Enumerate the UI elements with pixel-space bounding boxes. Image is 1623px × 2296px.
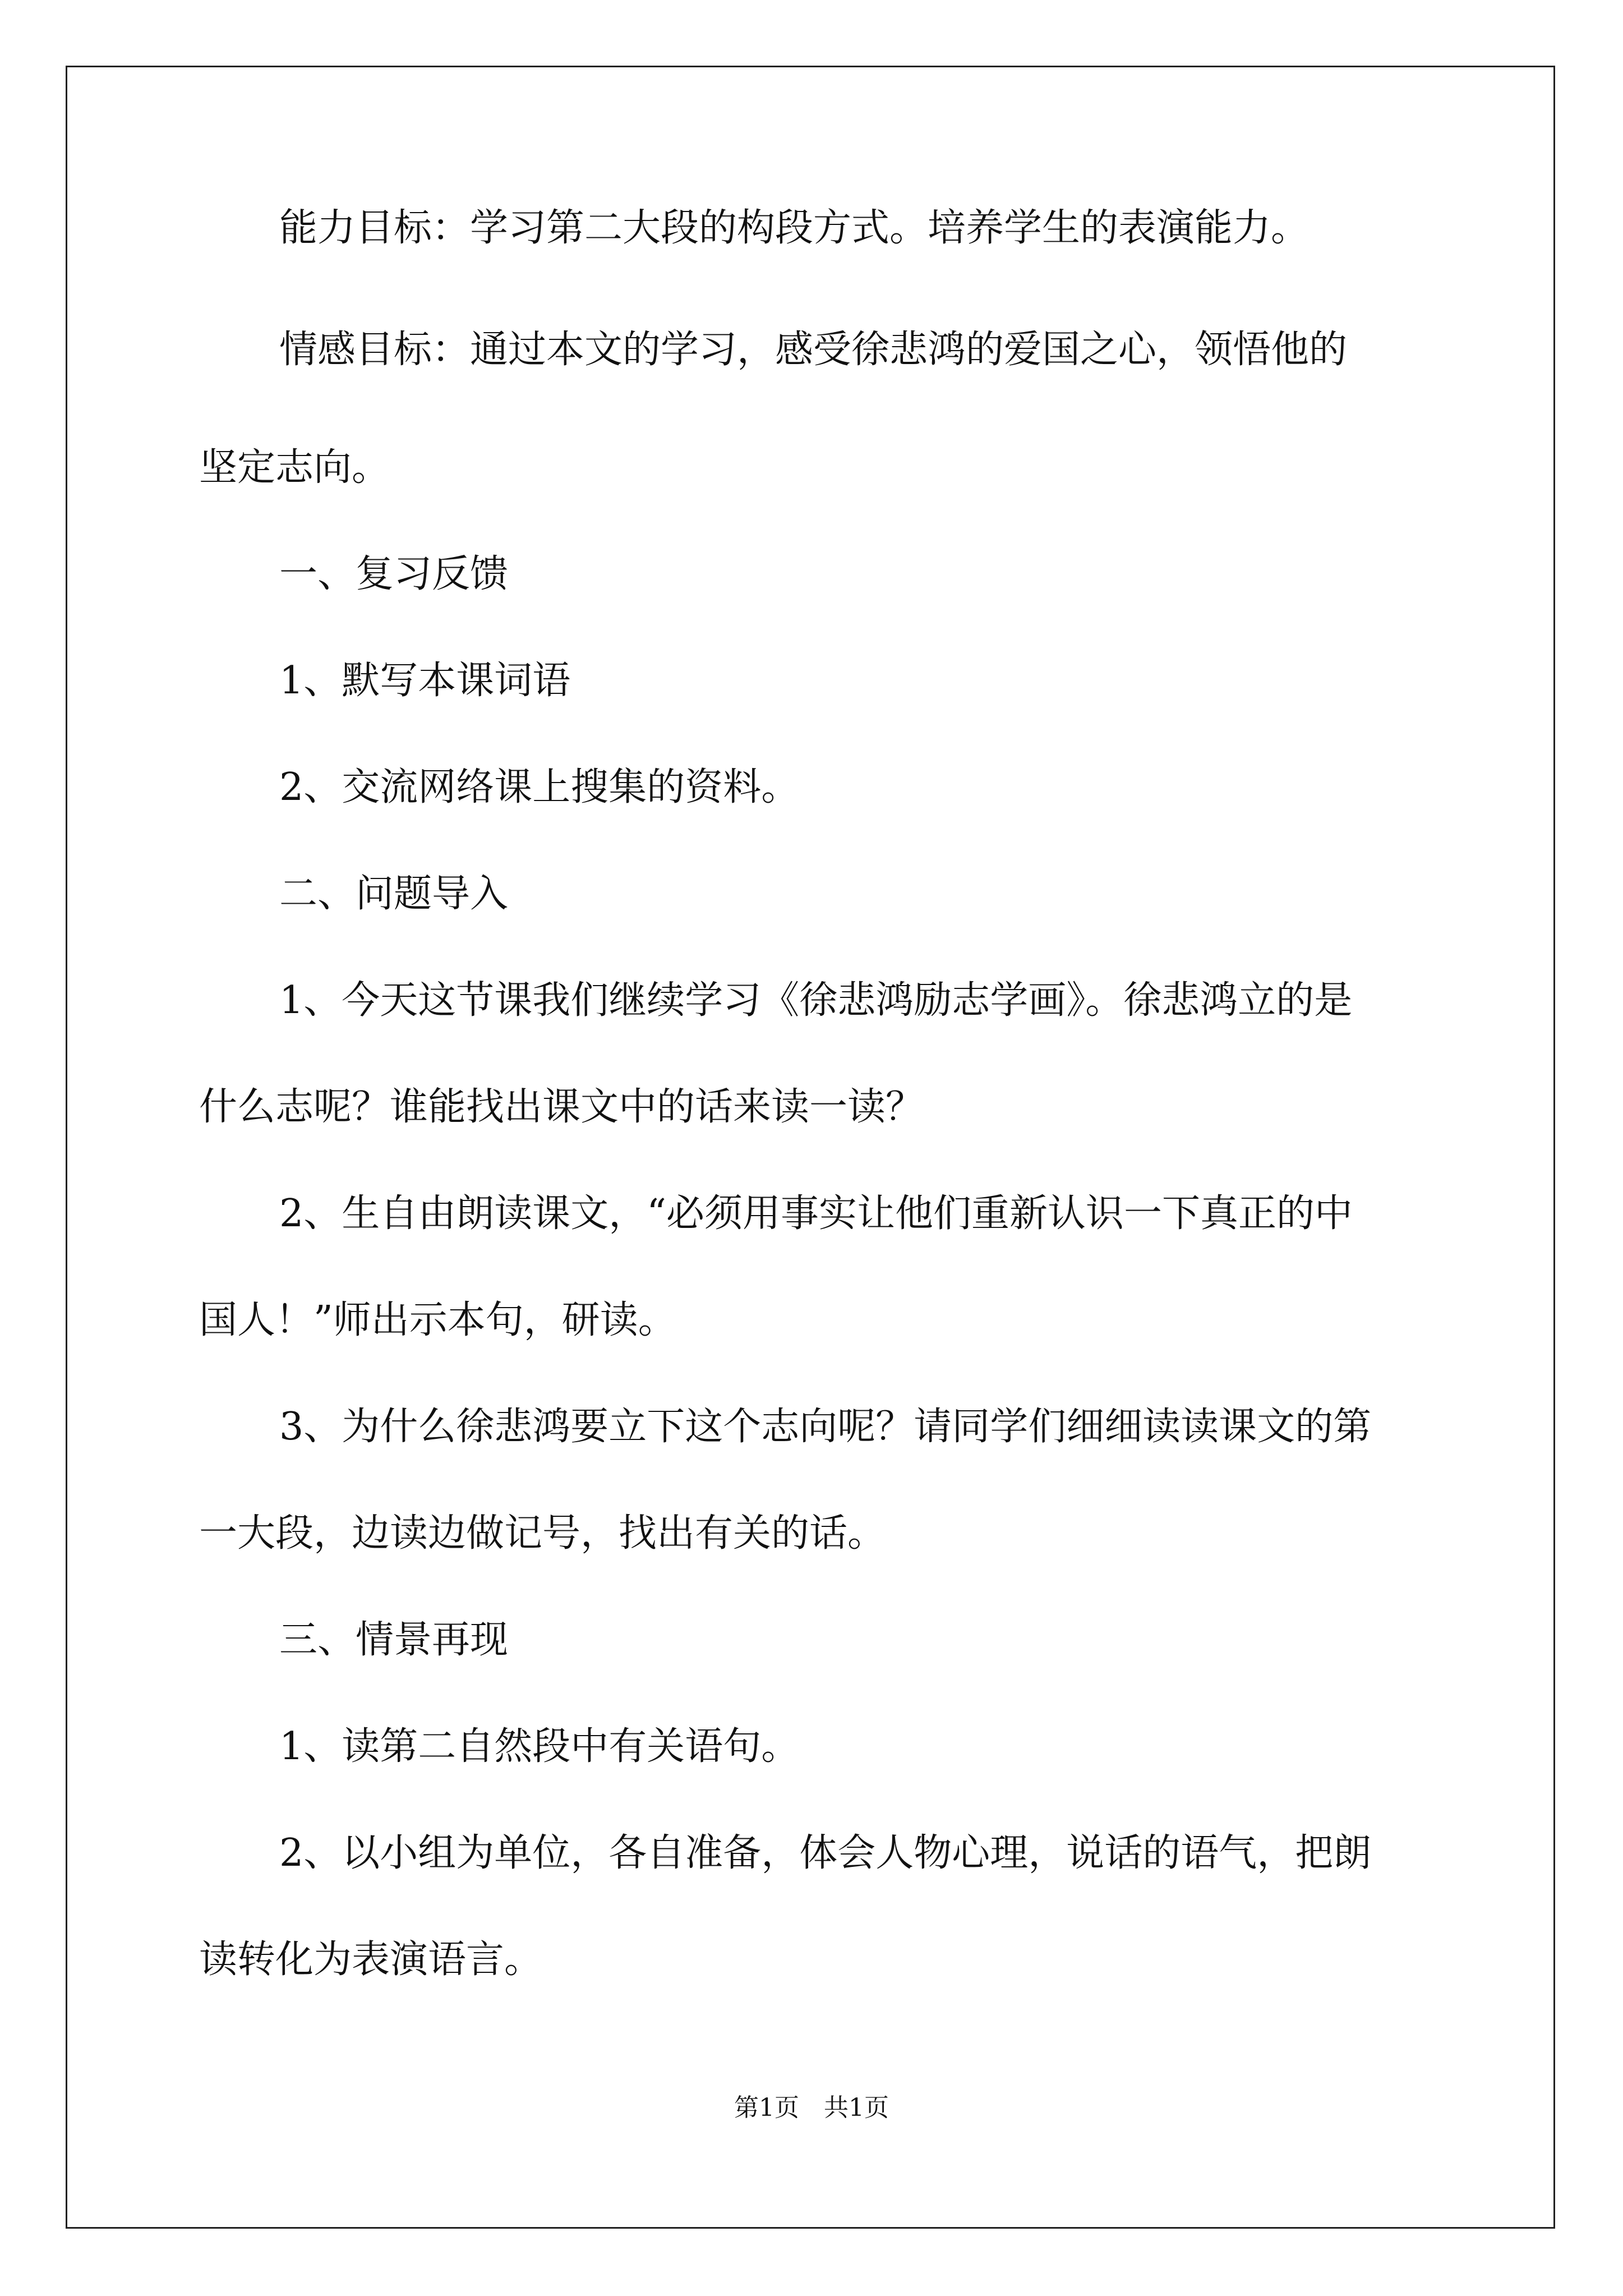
paragraph-ability-goal: 能力目标：学习第二大段的构段方式。培养学生的表演能力。 bbox=[279, 206, 1310, 250]
paragraph-emotion-goal-cont: 坚定志向。 bbox=[199, 445, 390, 490]
list-item-question-2: 2、生自由朗读课文，“必须用事实让他们重新认识一下真正的中 bbox=[279, 1191, 1353, 1236]
heading-scene: 三、情景再现 bbox=[279, 1618, 509, 1662]
page-number-footer: 第1页 共1页 bbox=[734, 2093, 889, 2122]
list-item-question-3: 3、为什么徐悲鸿要立下这个志向呢？请同学们细细读读课文的第 bbox=[279, 1405, 1372, 1449]
list-item-scene-2: 2、以小组为单位，各自准备，体会人物心理，说话的语气，把朗 bbox=[279, 1831, 1372, 1875]
list-item-question-1: 1、今天这节课我们继续学习《徐悲鸿励志学画》。徐悲鸿立的是 bbox=[279, 978, 1353, 1023]
list-item-question-2-cont: 国人！”师出示本句，研读。 bbox=[199, 1298, 676, 1342]
list-item-scene-2-cont: 读转化为表演语言。 bbox=[199, 1938, 543, 1982]
list-item-question-3-cont: 一大段，边读边做记号，找出有关的话。 bbox=[199, 1511, 886, 1556]
paragraph-emotion-goal: 情感目标：通过本文的学习，感受徐悲鸿的爱国之心，领悟他的 bbox=[279, 328, 1348, 372]
list-item-review-2: 2、交流网络课上搜集的资料。 bbox=[279, 765, 800, 809]
list-item-scene-1: 1、读第二自然段中有关语句。 bbox=[279, 1724, 800, 1769]
page-border bbox=[66, 66, 1555, 2229]
heading-question: 二、问题导入 bbox=[279, 872, 509, 916]
list-item-question-1-cont: 什么志呢？谁能找出课文中的话来读一读？ bbox=[199, 1085, 924, 1129]
list-item-review-1: 1、默写本课词语 bbox=[279, 659, 571, 703]
heading-review: 一、复习反馈 bbox=[279, 552, 509, 596]
